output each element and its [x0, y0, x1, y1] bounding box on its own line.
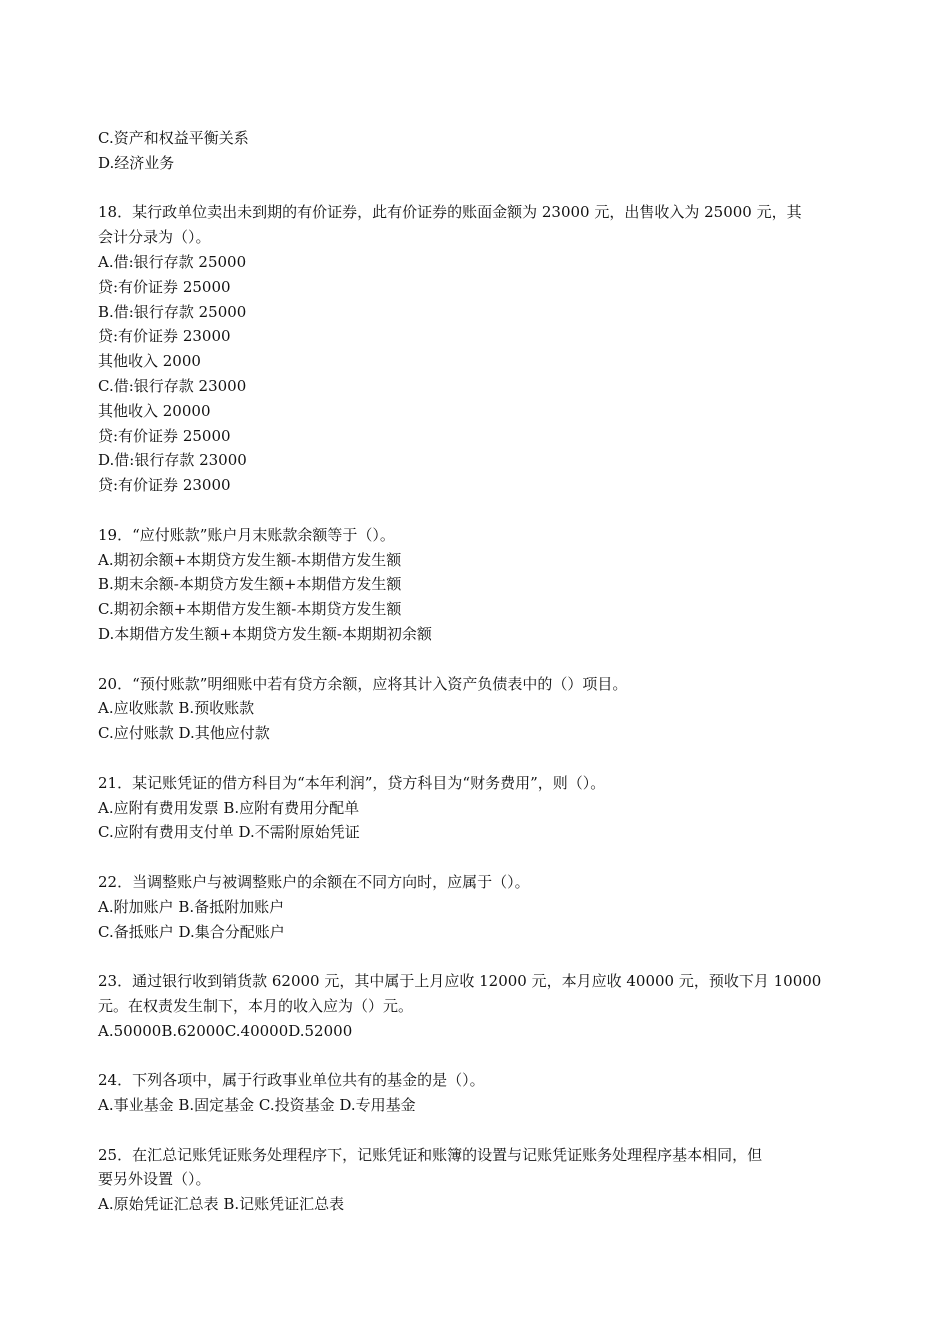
option-line: A.附加账户 B.备抵附加账户	[98, 897, 285, 916]
question-text: 23．通过银行收到销货款 62000 元，其中属于上月应收 12000 元，本月应收 40000 元，预收下月 10000	[98, 972, 822, 991]
question-text: 24．下列各项中，属于行政事业单位共有的基金的是（）。	[98, 1071, 485, 1090]
option-line: A.期初余额+本期贷方发生额-本期借方发生额	[98, 550, 402, 569]
question-text: 18．某行政单位卖出未到期的有价证券，此有价证券的账面金额为 23000 元，出售收入为 25000 元，其	[98, 203, 802, 222]
option-line: 贷:有价证券 23000	[98, 327, 231, 346]
option-line: 其他收入 2000	[98, 352, 201, 371]
option-line: D.经济业务	[98, 153, 175, 172]
question-text: 元。在权责发生制下，本月的收入应为（）元。	[98, 996, 414, 1015]
option-line: D.借:银行存款 23000	[98, 451, 247, 470]
option-line: B.借:银行存款 25000	[98, 302, 247, 321]
option-line: C.应附有费用支付单 D.不需附原始凭证	[98, 823, 360, 842]
document-page	[98, 126, 858, 1217]
question-text: 22．当调整账户与被调整账户的余额在不同方向时，应属于（）。	[98, 872, 530, 891]
question-23	[98, 969, 858, 1043]
option-line: A.原始凭证汇总表 B.记账凭证汇总表	[98, 1195, 345, 1214]
question-text: 25．在汇总记账凭证账务处理程序下，记账凭证和账簿的设置与记账凭证账务处理程序基本相同，但	[98, 1145, 763, 1164]
option-line: 贷:有价证券 25000	[98, 426, 231, 445]
option-line: C.期初余额+本期借方发生额-本期贷方发生额	[98, 600, 402, 619]
question-22	[98, 870, 858, 944]
question-text: 19．“应付账款”账户月末账款余额等于（）。	[98, 525, 395, 544]
question-18	[98, 200, 858, 498]
question-text: 20．“预付账款”明细账中若有贷方余额，应将其计入资产负债表中的（）项目。	[98, 674, 628, 693]
question-19	[98, 523, 858, 647]
option-line: A.借:银行存款 25000	[98, 252, 247, 271]
option-line: A.应收账款 B.预收账款	[98, 699, 255, 718]
option-line: C.应付账款 D.其他应付款	[98, 724, 270, 743]
option-line: A.应附有费用发票 B.应附有费用分配单	[98, 798, 360, 817]
option-line: 贷:有价证券 23000	[98, 476, 231, 495]
question-fragment	[98, 126, 858, 176]
question-text: 21．某记账凭证的借方科目为“本年利润”，贷方科目为“财务费用”，则（）。	[98, 773, 606, 792]
question-text: 会计分录为（）。	[98, 228, 211, 247]
option-line: C.资产和权益平衡关系	[98, 129, 249, 147]
question-25	[98, 1143, 858, 1217]
question-text: 要另外设置（）。	[98, 1170, 211, 1189]
option-line: 贷:有价证券 25000	[98, 277, 231, 296]
option-line: A.事业基金 B.固定基金 C.投资基金 D.专用基金	[98, 1096, 416, 1115]
question-21	[98, 771, 858, 845]
option-line: A.50000B.62000C.40000D.52000	[98, 1021, 353, 1040]
option-line: 其他收入 20000	[98, 401, 211, 420]
option-line: C.借:银行存款 23000	[98, 376, 247, 395]
question-24	[98, 1068, 858, 1118]
option-line: B.期末余额-本期贷方发生额+本期借方发生额	[98, 575, 402, 594]
option-line: C.备抵账户 D.集合分配账户	[98, 922, 285, 941]
question-20	[98, 672, 858, 746]
option-line: D.本期借方发生额+本期贷方发生额-本期期初余额	[98, 624, 432, 643]
